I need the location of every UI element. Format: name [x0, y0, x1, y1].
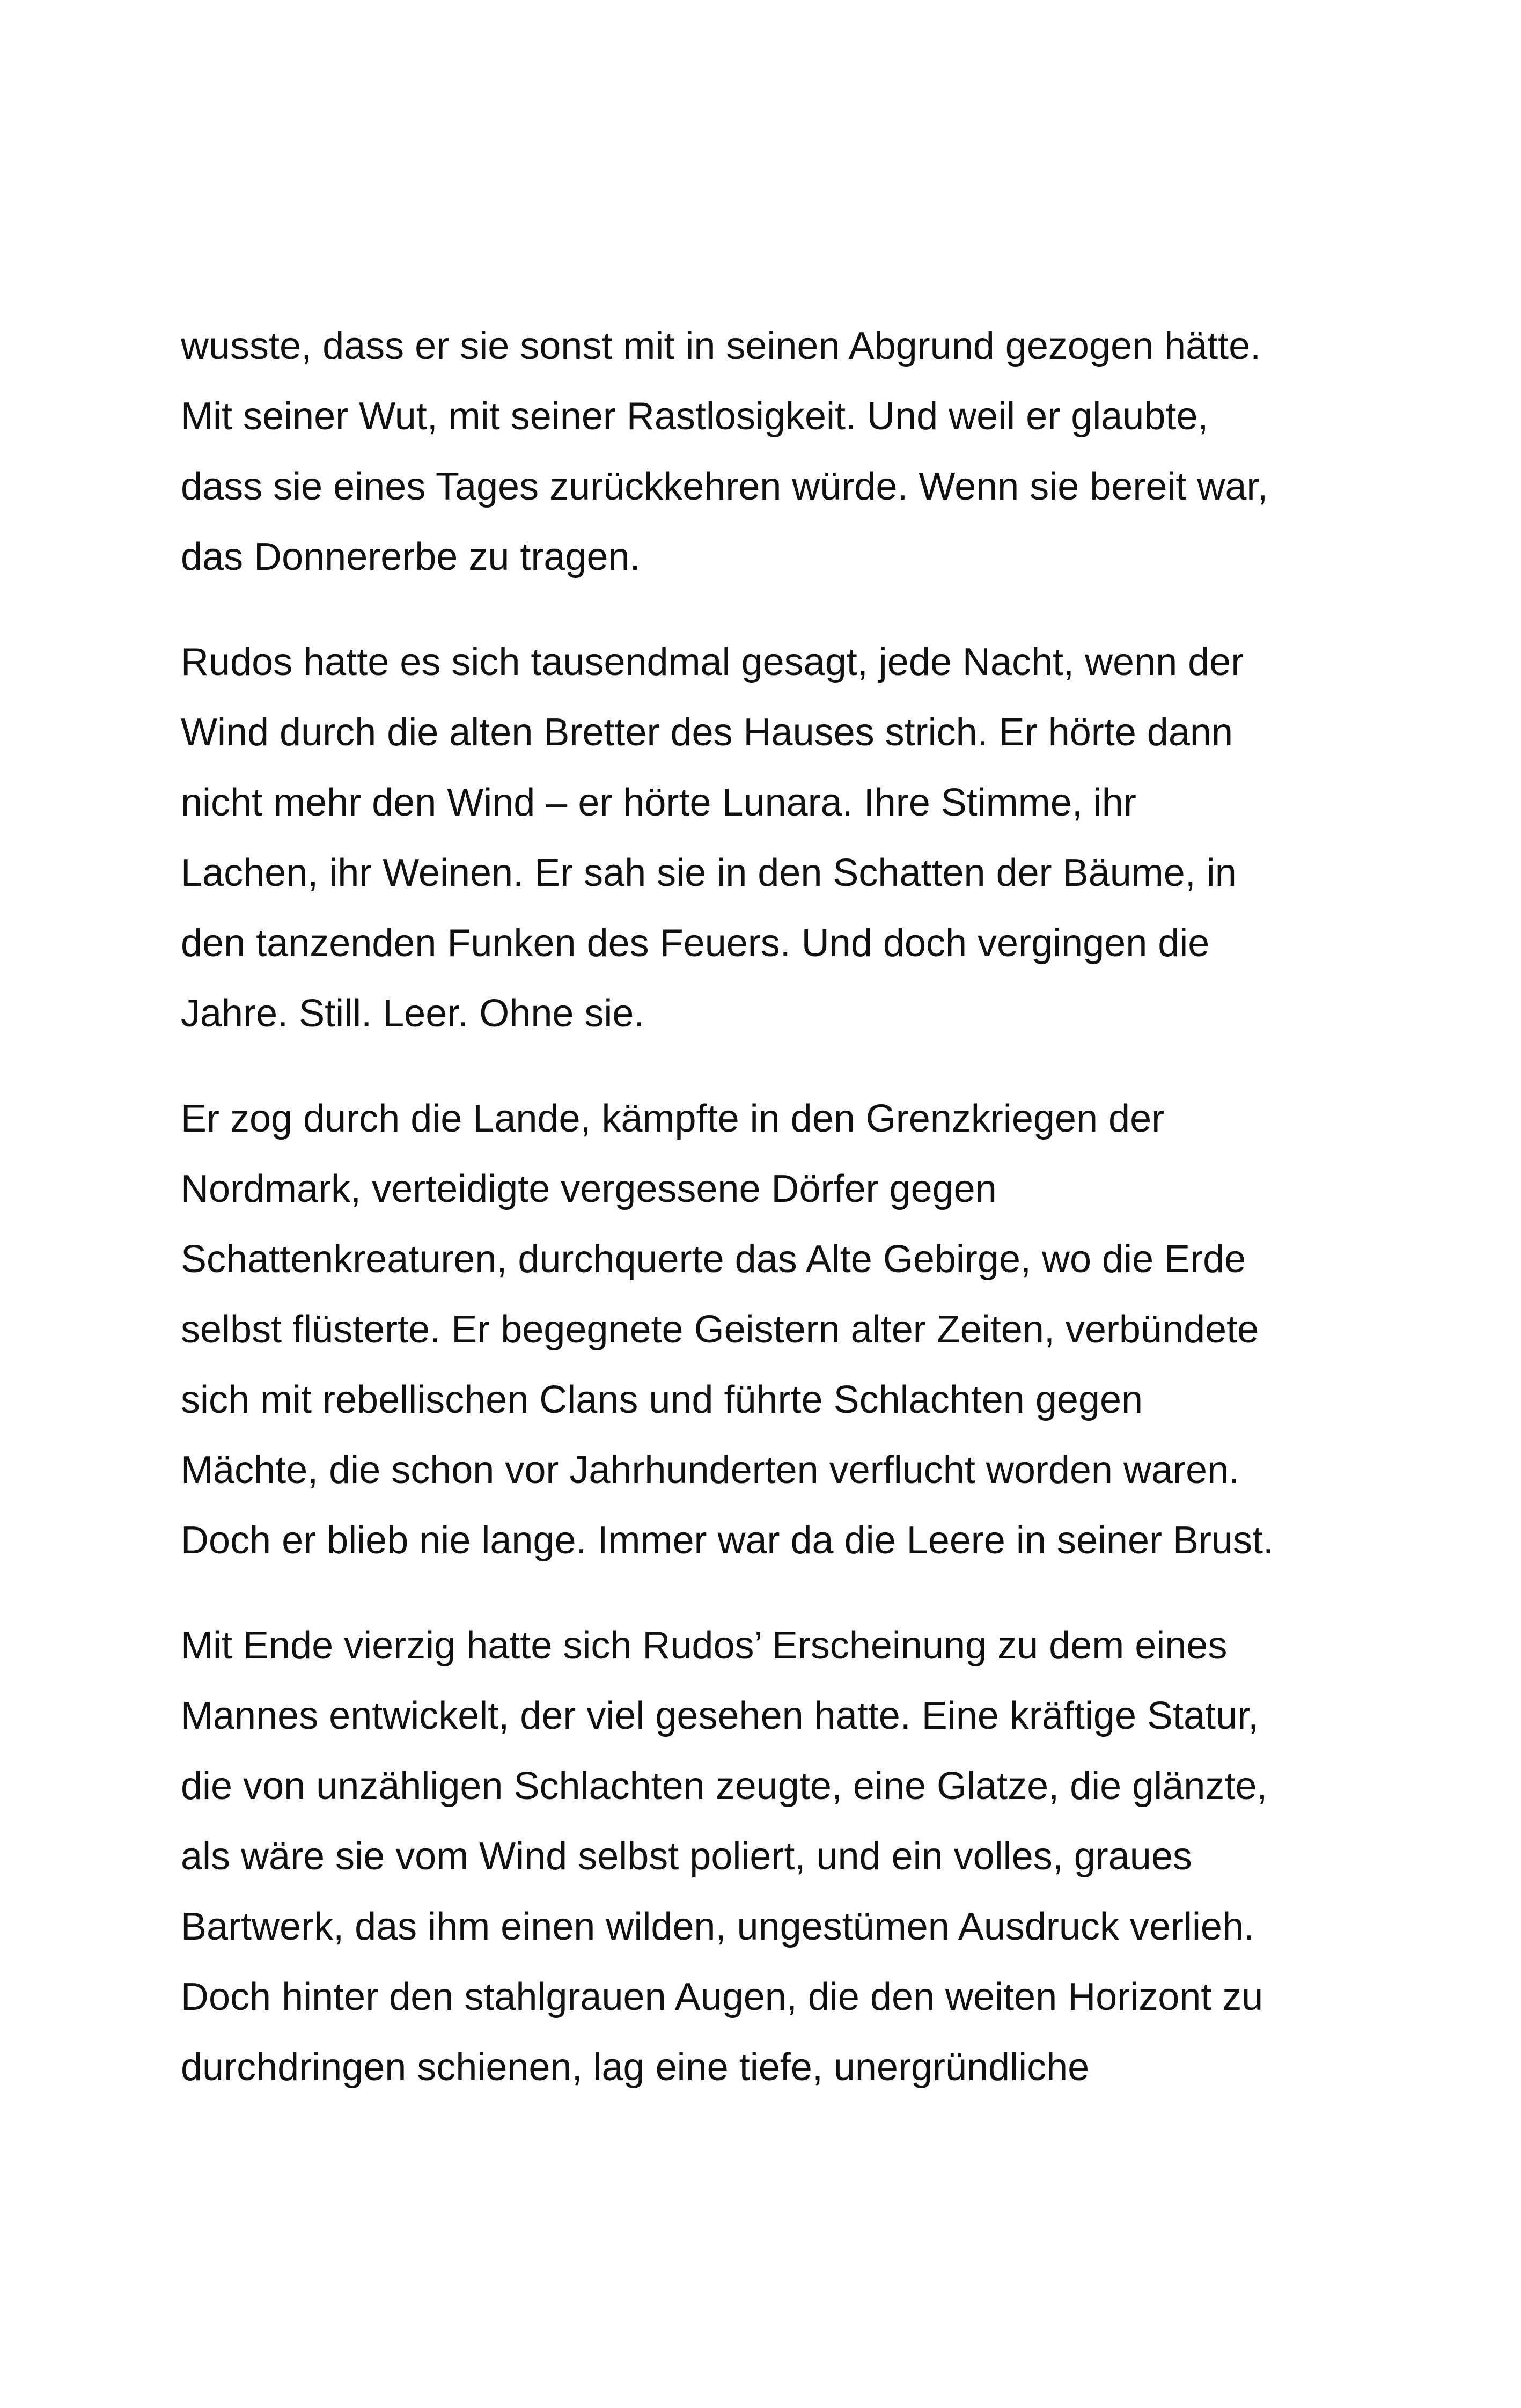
- text-line: als wäre sie vom Wind selbst poliert, und ein volles, graues: [181, 1835, 1192, 1878]
- text-line: sich mit rebellischen Clans und führte Schlachten gegen: [181, 1378, 1143, 1421]
- text-line: Rudos hatte es sich tausendmal gesagt, jede Nacht, wenn der: [181, 641, 1244, 684]
- text-line: Mit Ende vierzig hatte sich Rudos’ Erscheinung zu dem eines: [181, 1624, 1228, 1667]
- text-line: durchdringen schienen, lag eine tiefe, unergründliche: [181, 2046, 1090, 2089]
- paragraph-2: [181, 627, 1361, 1049]
- text-line: Schattenkreaturen, durchquerte das Alte Gebirge, wo die Erde: [181, 1238, 1246, 1281]
- text-line: die von unzähligen Schlachten zeugte, eine Glatze, die glänzte,: [181, 1765, 1268, 1808]
- text-line: Nordmark, verteidigte vergessene Dörfer gegen: [181, 1168, 997, 1210]
- text-line: Mannes entwickelt, der viel gesehen hatte. Eine kräftige Statur,: [181, 1694, 1259, 1737]
- text-line: Jahre. Still. Leer. Ohne sie.: [181, 992, 645, 1035]
- paragraph-3: [181, 1084, 1361, 1576]
- text-line: selbst flüsterte. Er begegnete Geistern alter Zeiten, verbündete: [181, 1308, 1259, 1351]
- body-text: [181, 311, 1361, 2138]
- text-line: dass sie eines Tages zurückkehren würde. Wenn sie bereit war,: [181, 465, 1268, 508]
- text-line: Doch er blieb nie lange. Immer war da die Leere in seiner Brust.: [181, 1519, 1274, 1562]
- text-line: wusste, dass er sie sonst mit in seinen Abgrund gezogen hätte.: [181, 325, 1261, 368]
- paragraph-1: [181, 311, 1361, 592]
- text-line: nicht mehr den Wind – er hörte Lunara. Ihre Stimme, ihr: [181, 781, 1136, 824]
- text-line: Lachen, ihr Weinen. Er sah sie in den Schatten der Bäume, in: [181, 851, 1237, 894]
- text-line: Doch hinter den stahlgrauen Augen, die den weiten Horizont zu: [181, 1976, 1263, 2018]
- text-line: Er zog durch die Lande, kämpfte in den Grenzkriegen der: [181, 1097, 1165, 1140]
- text-line: Mächte, die schon vor Jahrhunderten verflucht worden waren.: [181, 1449, 1240, 1492]
- text-line: das Donnererbe zu tragen.: [181, 535, 641, 578]
- paragraph-4: [181, 1611, 1361, 2103]
- text-line: den tanzenden Funken des Feuers. Und doch vergingen die: [181, 922, 1210, 965]
- text-line: Bartwerk, das ihm einen wilden, ungestümen Ausdruck verlieh.: [181, 1905, 1255, 1948]
- text-line: Wind durch die alten Bretter des Hauses strich. Er hörte dann: [181, 711, 1233, 754]
- text-line: Mit seiner Wut, mit seiner Rastlosigkeit. Und weil er glaubte,: [181, 395, 1209, 438]
